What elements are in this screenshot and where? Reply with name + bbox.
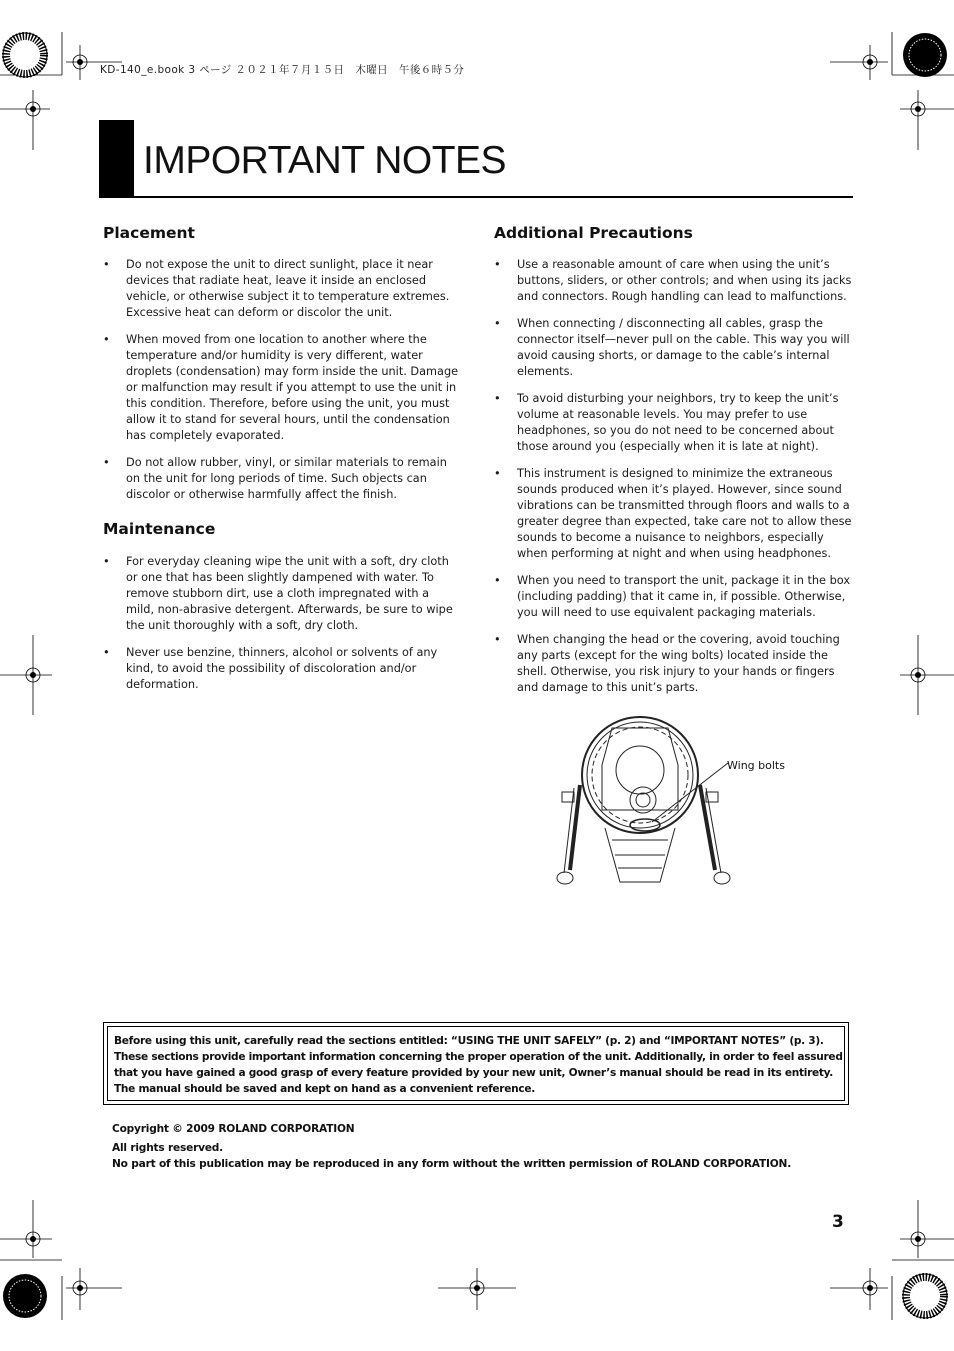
bullet-mark: • [103,646,110,659]
list-item: • Use a reasonable amount of care when using the unit’s buttons, sliders, or other controls; and when using its jacks and connectors. Rough handling can lead to malfunctions. [494,258,852,303]
bullet-mark: • [103,456,110,469]
page-title: IMPORTANT NOTES [143,139,507,182]
bullet-mark: • [494,392,501,405]
kick-drum-illustration [550,710,750,890]
placement-list [103,257,459,514]
bullet-mark: • [103,258,110,271]
page-number: 3 [832,1212,844,1232]
bullet-mark: • [103,555,110,568]
title-underline [99,196,853,198]
additional-precautions-list [494,257,852,707]
rights-line: All rights reserved. [112,1142,224,1154]
placement-heading: Placement [103,224,195,242]
list-item: • For everyday cleaning wipe the unit with a soft, dry cloth or one that has been slightly dampened with water. To remove stubborn dirt, use a cloth impregnated with a mild, non-abrasive detergent. Afterwards, be sure to wipe the unit thoroughly with a soft, dry cloth. [103,555,453,632]
maintenance-list [103,554,459,704]
print-file-header: KD-140_e.book 3 ページ ２０２１年７月１５日 木曜日 午後６時５分 [100,64,465,76]
bullet-mark: • [494,633,501,646]
list-item: • When changing the head or the covering, avoid touching any parts (except for the wing bolts) located inside the shell. Otherwise, you risk injury to your hands or fingers and damage to this unit’s parts. [494,633,840,694]
bullet-mark: • [103,333,110,346]
notice-line: These sections provide important information concerning the proper operation of the unit. Additionally, in order to feel assured [114,1051,843,1063]
title-black-block [99,120,134,197]
copyright-line: Copyright © 2009 ROLAND CORPORATION [112,1123,355,1135]
additional-precautions-heading: Additional Precautions [494,224,693,242]
list-item: • Do not allow rubber, vinyl, or similar materials to remain on the unit for long periods of time. Such objects can discolor or otherwise harmfully affect the finish. [103,456,447,501]
list-item: • This instrument is designed to minimize the extraneous sounds produced when it’s played. However, since sound vibrations can be transmitted through floors and walls to a greater degree than expected, take care not to allow these sounds to become a nuisance to neighbors, especially when performing at night and when using headphones. [494,467,852,560]
list-item: • To avoid disturbing your neighbors, try to keep the unit’s volume at reasonable levels. You may prefer to use headphones, so you do not need to be concerned about those around you (especially when it is late at night). [494,392,839,453]
list-item: • Do not expose the unit to direct sunlight, place it near devices that radiate heat, leave it inside an enclosed vehicle, or otherwise subject it to temperature extremes. Excessive heat can deform or discolor the unit. [103,258,450,319]
bullet-mark: • [494,467,501,480]
list-item: • When you need to transport the unit, package it in the box (including padding) that it came in, if possible. Otherwise, you will need to use equivalent packaging materials. [494,574,851,619]
bullet-mark: • [494,574,501,587]
notice-line: Before using this unit, carefully read the sections entitled: “USING THE UNIT SAFELY” (p. 2) and “IMPORTANT NOTES” (p. 3). [114,1035,824,1047]
list-item: • Never use benzine, thinners, alcohol or solvents of any kind, to avoid the possibility of discoloration and/or deformation. [103,646,438,691]
list-item: • When moved from one location to another where the temperature and/or humidity is very different, water droplets (condensation) may form inside the unit. Damage or malfunction may result if you attempt to use the unit in this condition. Therefore, before using the unit, you must allow it to stand for several hours, until the condensation has completely evaporated. [103,333,459,442]
maintenance-heading: Maintenance [103,520,216,538]
list-item: • When connecting / disconnecting all cables, grasp the connector itself—never pull on the cable. This way you will avoid causing shorts, or damage to the cable’s internal elements. [494,317,850,378]
bullet-mark: • [494,317,501,330]
wing-bolts-label: Wing bolts [727,759,785,772]
notice-line: that you have gained a good grasp of every feature provided by your new unit, Owner’s manual should be read in its entirety. [114,1067,834,1079]
notice-line: The manual should be saved and kept on hand as a convenient reference. [114,1083,535,1095]
reproduction-notice: No part of this publication may be reproduced in any form without the written permission of ROLAND CORPORATION. [112,1158,792,1170]
bullet-mark: • [494,258,501,271]
notice-box-inner [107,1026,845,1101]
notice-box [103,1022,849,1105]
